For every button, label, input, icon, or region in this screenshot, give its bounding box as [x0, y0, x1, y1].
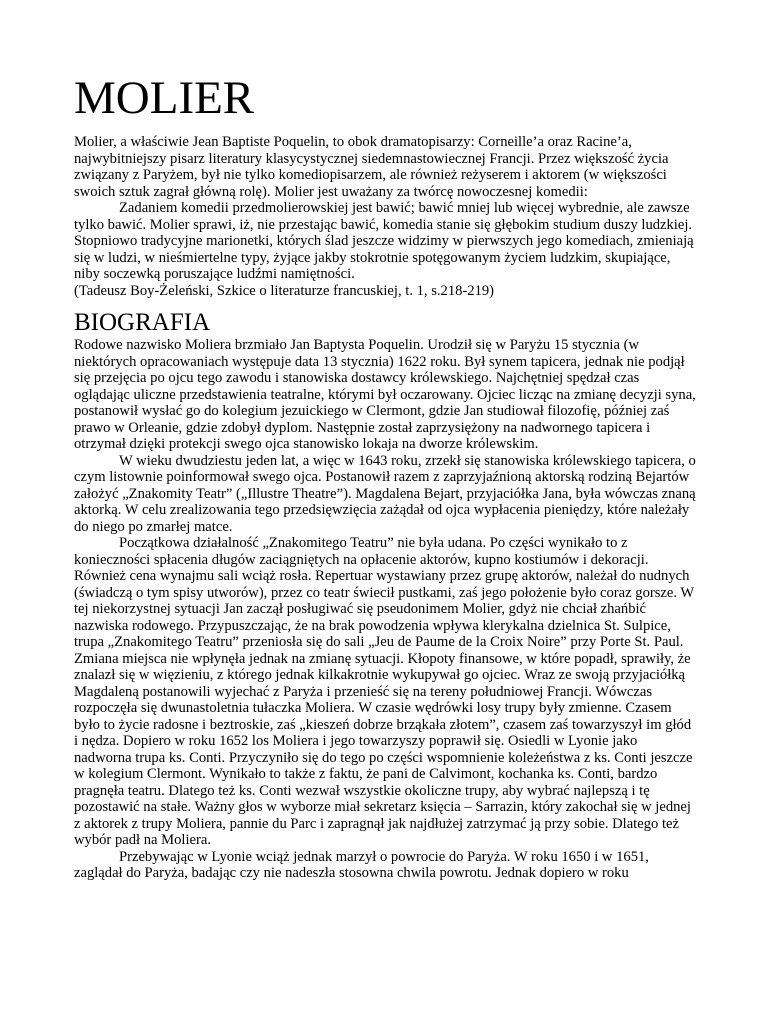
intro-paragraph: Molier, a właściwie Jean Baptiste Poquelin, to obok dramatopisarzy: Corneille’a oraz Racine’a, najwybitniejszy pisarz literatury klasycystycznej siedemnastowiecznej Francji. Przez większość życia związany z Paryżem, był nie tylko komediopisarzem, ale również reżyserem i aktorem (w większości swoich sztuk zagrał główną rolę). Molier jest uważany za twórcę nowoczesnej komedii: — [74, 134, 669, 200]
biografia-paragraph-2: W wieku dwudziestu jeden lat, a więc w 1643 roku, zrzekł się stanowiska królewskiego tapicera, o czym listownie poinformował swego ojca. Postanowił razem z zaprzyjaźnioną aktorską rodziną Bejartów założyć „Znakomity Teatr” („Illustre Theatre”). Magdalena Bejart, przyjaciółka Jana, była wówczas znaną aktorką. W celu zrealizowania tego przedsięwzięcia zażądał od ojca wypłacenia pieniędzy, które należały do niego po zmarłej matce. — [74, 452, 696, 535]
biografia-paragraph-1: Rodowe nazwisko Moliera brzmiało Jan Baptysta Poquelin. Urodził się w Paryżu 15 stycznia (w niektórych opracowaniach występuje data 13 stycznia) 1622 roku. Był synem tapicera, jednak nie podjął się przejęcia po ojcu tego zawodu i stanowiska dostawcy królewskiego. Najchętniej spędzał czas oglądając uliczne przedstawienia teatralne, którymi był oczarowany. Ojciec licząc na zmianę decyzji syna, postanowił wysłać go do kolegium jezuickiego w Clermont, gdzie Jan studiował filozofię, później zaś prawo w Orleanie, gdzie zdobył dyplom. Następnie został zaprzysiężony na nadwornego tapicera i otrzymał dzięki protekcji swego ojca stanowisko lokaja na dworze królewskim. — [74, 337, 696, 452]
intro-quote-paragraph: Zadaniem komedii przedmolierowskiej jest bawić; bawić mniej lub więcej wybrednie, ale zawsze tylko bawić. Molier sprawi, iż, nie przestając bawić, komedia stanie się głębokim studium duszy ludzkiej. Stopniowo tradycyjne marionetki, których ślad jeszcze widzimy w pierwszych jego komediach, zmieniają się w ludzi, w nieśmiertelne typy, żyjące jakby stokrotnie spotęgowanym życiem ludzkim, skupiające, niby soczewką poruszające ludźmi namiętności. — [74, 200, 694, 282]
biografia-heading: BIOGRAFIA — [74, 309, 211, 336]
document-content — [74, 72, 696, 882]
biografia-paragraph-4: Przebywając w Lyonie wciąż jednak marzył o powrocie do Paryża. W roku 1650 i w 1651, zaglądał do Paryża, badając czy nie nadeszła stosowna chwila powrotu. Jednak dopiero w roku — [74, 848, 649, 881]
intro-source-citation: (Tadeusz Boy-Żeleński, Szkice o literaturze francuskiej, t. 1, s.218-219) — [74, 282, 495, 299]
document-title: MOLIER — [74, 72, 255, 124]
biografia-paragraph-3: Początkowa działalność „Znakomitego Teatru” nie była udana. Po części wynikało to z konieczności spłacenia długów zaciągniętych na opłacenie aktorów, kupno kostiumów i dekoracji. Również cena wynajmu sali wciąż rosła. Repertuar wystawiany przez grupę aktorów, należał do nudnych (świadczą o tym spisy utworów), przez co teatr świecił pustkami, zaś jego położenie było coraz gorsze. W tej niekorzystnej sytuacji Jan zaczął posługiwać się pseudonimem Molier, gdyż nie chciał zhańbić nazwiska rodowego. Przypuszczając, że na brak powodzenia wpływa klerykalna dzielnica St. Sulpice, trupa „Znakomitego Teatru” przeniosła się do sali „Jeu de Paume de la Croix Noire” przy Porte St. Paul. Zmiana miejsca nie wpłynęła jednak na zmianę sytuacji. Kłopoty finansowe, w które popadł, sprawiły, że znalazł się w więzieniu, z którego jednak kilkakrotnie wykupywał go ojciec. Wraz ze swoją przyjaciółką Magdaleną postanowili wyjechać z Paryża i przenieść się na tereny południowej Francji. Wówczas rozpoczęła się dwunastoletnia tułaczka Moliera. W czasie wędrówki losy trupy były zmienne. Czasem było to życie radosne i beztroskie, zaś „kieszeń dobrze brząkała złotem”, czasem zaś towarzyszył im głód i nędza. Dopiero w roku 1652 los Moliera i jego towarzyszy poprawił się. Osiedli w Lyonie jako nadworna trupa ks. Conti. Przyczyniło się do tego po części wspomnienie koleżeństwa z ks. Conti jeszcze w kolegium Clermont. Wynikało to także z faktu, że pani de Calvimont, kochanka ks. Conti, bardzo pragnęła teatru. Dlatego też ks. Conti wezwał wszystkie okoliczne trupy, aby wybrać najlepszą i tę pozostawić na stałe. Ważny głos w wyborze miał sekretarz księcia – Sarrazin, który zakochał się w jednej z aktorek z trupy Moliera, pannie du Parc i zapragnął jak najdłużej zatrzymać ją przy sobie. Dlatego też wybór padł na Moliera. — [74, 535, 694, 848]
